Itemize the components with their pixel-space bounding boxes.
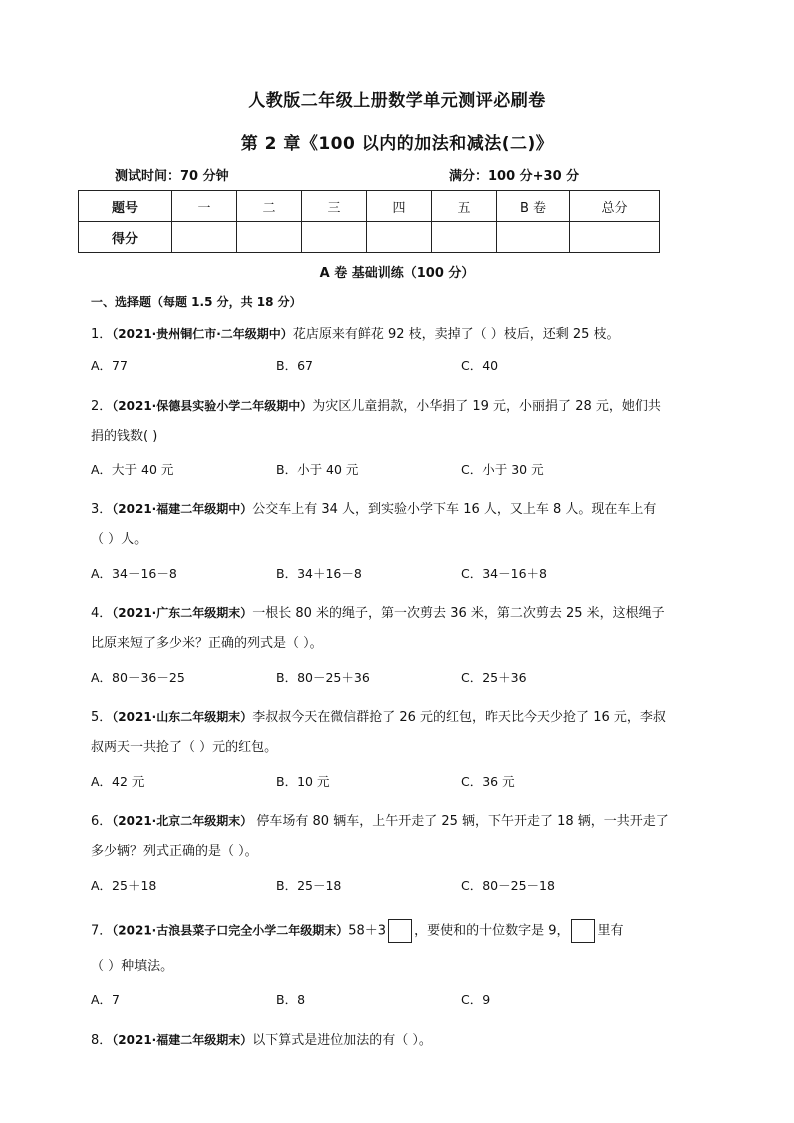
- question-text: 公交车上有 34 人，到实验小学下车 16 人，又上车 8 人。现在车上有: [252, 502, 657, 517]
- score-table-cell: B 卷: [497, 191, 570, 222]
- question-text: 李叔叔今天在微信群抢了 26 元的红包，昨天比今天少抢了 16 元，李叔: [252, 710, 666, 725]
- question-2-line-2: 捐的钱数( ): [91, 429, 158, 444]
- question-number: 4．: [91, 606, 113, 621]
- q3-option-b: B．34＋16－8: [276, 566, 362, 581]
- section-a-heading: A 卷 基础训练（100 分）: [319, 266, 475, 281]
- score-input-cell: [570, 222, 660, 253]
- question-6-line-2: 多少辆？列式正确的是（ ）。: [91, 844, 258, 859]
- question-number: 5．: [91, 710, 113, 725]
- score-input-cell: [302, 222, 367, 253]
- q4-option-c: C．25＋36: [461, 670, 527, 685]
- q7-option-a: A．7: [91, 992, 121, 1007]
- question-text: 为灾区儿童捐款，小华捐了 19 元，小丽捐了 28 元，她们共: [312, 399, 661, 414]
- q3-option-c: C．34－16＋8: [461, 566, 547, 581]
- q7-option-c: C．9: [461, 992, 491, 1007]
- question-4: [91, 603, 665, 624]
- q4-option-a: A．80－36－25: [91, 670, 185, 685]
- question-source: （2021·北京二年级期末）: [112, 814, 253, 828]
- question-number: 6．: [91, 814, 113, 829]
- question-3-line-2: （ ）人。: [91, 532, 148, 547]
- question-number: 2．: [91, 399, 113, 414]
- q2-option-c: C．小于 30 元: [461, 462, 544, 477]
- q2-option-a: A．大于 40 元: [91, 462, 174, 477]
- question-source: （2021·福建二年级期末）: [112, 1033, 253, 1047]
- score-input-cell: [172, 222, 237, 253]
- q1-option-a: A．77: [91, 358, 128, 373]
- score-table-header-row: [79, 191, 660, 222]
- q4-option-b: B．80－25＋36: [276, 670, 370, 685]
- answer-box: [571, 919, 595, 943]
- question-source: （2021·山东二年级期末）: [112, 710, 253, 724]
- question-number: 1．: [91, 327, 113, 342]
- score-table-cell: 四: [367, 191, 432, 222]
- question-text: 里有: [597, 923, 624, 939]
- score-table-cell: 总分: [570, 191, 660, 222]
- q2-option-b: B．小于 40 元: [276, 462, 359, 477]
- question-3: [91, 499, 656, 520]
- question-number: 7．: [91, 923, 113, 939]
- question-source: （2021·古浪县菜子口完全小学二年级期末）: [112, 923, 349, 938]
- question-source: （2021·保德县实验小学二年级期中）: [112, 399, 313, 413]
- q5-option-a: A．42 元: [91, 774, 145, 789]
- question-text: 一根长 80 米的绳子，第一次剪去 36 米，第二次剪去 25 米，这根绳子: [252, 606, 665, 621]
- q1-option-c: C．40: [461, 358, 499, 373]
- chapter-subtitle: 第 2 章《100 以内的加法和减法(二)》: [240, 134, 554, 154]
- question-4-line-2: 比原来短了多少米？正确的列式是（ ）。: [91, 636, 323, 651]
- answer-box: [388, 919, 412, 943]
- score-table-cell: 一: [172, 191, 237, 222]
- question-source: （2021·广东二年级期末）: [112, 606, 253, 620]
- question-number: 3．: [91, 502, 113, 517]
- score-table-cell: 得分: [79, 222, 172, 253]
- full-score: 满分：100 分+30 分: [449, 169, 580, 184]
- section-1-heading: 一、选择题（每题 1.5 分，共 18 分）: [91, 295, 302, 309]
- question-5-line-2: 叔两天一共抢了（ ）元的红包。: [91, 740, 278, 755]
- q6-option-b: B．25－18: [276, 878, 342, 893]
- question-text: ，要使和的十位数字是 9，: [414, 923, 570, 939]
- question-8: [91, 1030, 432, 1051]
- question-source: （2021·贵州铜仁市·二年级期中）: [112, 327, 293, 341]
- question-text: 以下算式是进位加法的有（ ）。: [252, 1033, 432, 1048]
- score-table-cell: 五: [432, 191, 497, 222]
- question-7-line-2: （ ）种填法。: [91, 959, 174, 974]
- question-number: 8．: [91, 1033, 113, 1048]
- q1-option-b: B．67: [276, 358, 313, 373]
- test-time: 测试时间：70 分钟: [115, 169, 229, 184]
- question-5: [91, 707, 666, 728]
- question-source: （2021·福建二年级期中）: [112, 502, 253, 516]
- score-table: [78, 190, 660, 253]
- score-table-score-row: [79, 222, 660, 253]
- question-text: 58＋3: [348, 923, 387, 939]
- score-input-cell: [367, 222, 432, 253]
- q5-option-c: C．36 元: [461, 774, 515, 789]
- question-text: 花店原来有鲜花 92 枝，卖掉了（ ）枝后，还剩 25 枝。: [292, 327, 620, 342]
- document-title: 人教版二年级上册数学单元测评必刷卷: [248, 91, 546, 111]
- score-table-cell: 三: [302, 191, 367, 222]
- score-input-cell: [497, 222, 570, 253]
- score-input-cell: [432, 222, 497, 253]
- question-2: [91, 396, 661, 417]
- q6-option-a: A．25＋18: [91, 878, 157, 893]
- score-table-cell: 二: [237, 191, 302, 222]
- question-text: 停车场有 80 辆车，上午开走了 25 辆，下午开走了 18 辆，一共开走了: [252, 814, 669, 829]
- q7-option-b: B．8: [276, 992, 306, 1007]
- question-7: [91, 919, 624, 943]
- q6-option-c: C．80－25－18: [461, 878, 555, 893]
- q3-option-a: A．34－16－8: [91, 566, 177, 581]
- score-input-cell: [237, 222, 302, 253]
- q5-option-b: B．10 元: [276, 774, 330, 789]
- question-6: [91, 811, 669, 832]
- question-1: [91, 324, 620, 345]
- score-table-cell: 题号: [79, 191, 172, 222]
